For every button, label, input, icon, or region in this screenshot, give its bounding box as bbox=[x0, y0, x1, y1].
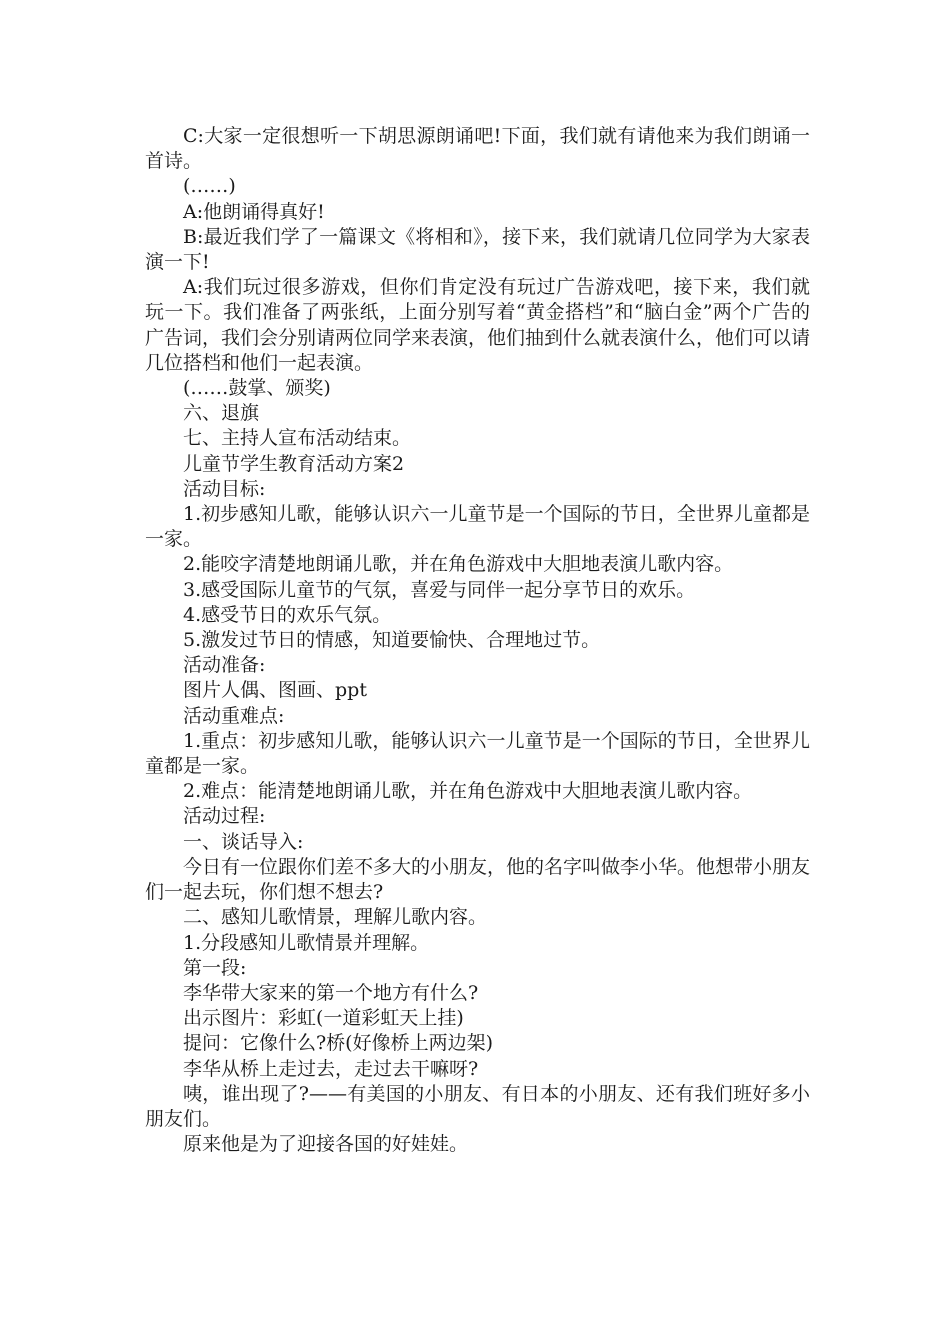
paragraph: 李华带大家来的第一个地方有什么? bbox=[183, 981, 479, 1004]
section-heading: 活动目标: bbox=[183, 477, 266, 500]
paragraph: (……鼓掌、颁奖) bbox=[183, 377, 331, 400]
paragraph: A:他朗诵得真好! bbox=[183, 200, 325, 223]
list-item: 1.初步感知儿歌，能够认识六一儿童节是一个国际的节日，全世界儿童都是一家。 bbox=[145, 503, 810, 551]
paragraph: 咦，谁出现了?——有美国的小朋友、有日本的小朋友、还有我们班好多小朋友们。 bbox=[145, 1082, 810, 1130]
paragraph: C:大家一定很想听一下胡思源朗诵吧!下面，我们就有请他来为我们朗诵一首诗。 bbox=[145, 125, 810, 173]
list-item: 1.重点：初步感知儿歌，能够认识六一儿童节是一个国际的节日，全世界儿童都是一家。 bbox=[145, 729, 810, 778]
list-item: 2.难点：能清楚地朗诵儿歌，并在角色游戏中大胆地表演儿歌内容。 bbox=[183, 780, 753, 803]
paragraph: (……) bbox=[183, 175, 236, 198]
list-item: 1.分段感知儿歌情景并理解。 bbox=[183, 931, 430, 954]
paragraph: 今日有一位跟你们差不多大的小朋友，他的名字叫做李小华。他想带小朋友们一起去玩，你们想不想去? bbox=[145, 855, 811, 904]
document-body bbox=[145, 124, 810, 1157]
document-title: 儿童节学生教育活动方案2 bbox=[183, 452, 405, 475]
section-heading: 六、退旗 bbox=[183, 402, 260, 425]
section-heading: 一、谈话导入: bbox=[183, 830, 304, 853]
list-item: 5.激发过节日的情感，知道要愉快、合理地过节。 bbox=[183, 629, 601, 652]
list-item: 2.能咬字清楚地朗诵儿歌，并在角色游戏中大胆地表演儿歌内容。 bbox=[183, 553, 734, 576]
section-heading: 活动重难点: bbox=[183, 704, 285, 727]
section-heading: 活动过程: bbox=[183, 805, 266, 828]
paragraph: B:最近我们学了一篇课文《将相和》，接下来，我们就请几位同学为大家表演一下! bbox=[145, 225, 810, 274]
paragraph: 出示图片：彩虹(一道彩虹天上挂) bbox=[183, 1007, 464, 1030]
paragraph: 第一段: bbox=[183, 956, 247, 979]
list-item: 3.感受国际儿童节的气氛，喜爱与同伴一起分享节日的欢乐。 bbox=[183, 578, 696, 601]
paragraph: 图片人偶、图画、ppt bbox=[183, 679, 367, 702]
paragraph: 提问：它像什么?桥(好像桥上两边架) bbox=[183, 1032, 494, 1055]
section-heading: 活动准备: bbox=[183, 654, 266, 677]
paragraph: A:我们玩过很多游戏，但你们肯定没有玩过广告游戏吧，接下来，我们就玩一下。我们准备了两张纸，上面分别写着“黄金搭档”和“脑白金”两个广告的广告词，我们会分别请两位同学来表演，他们抽到什么就表演什么，他们可以请几位搭档和他们一起表演。 bbox=[145, 276, 811, 374]
list-item: 4.感受节日的欢乐气氛。 bbox=[183, 603, 392, 626]
paragraph: 原来他是为了迎接各国的好娃娃。 bbox=[183, 1133, 469, 1156]
section-heading: 二、感知儿歌情景，理解儿歌内容。 bbox=[183, 906, 488, 929]
paragraph: 李华从桥上走过去，走过去干嘛呀? bbox=[183, 1057, 479, 1080]
section-heading: 七、主持人宣布活动结束。 bbox=[183, 427, 412, 450]
